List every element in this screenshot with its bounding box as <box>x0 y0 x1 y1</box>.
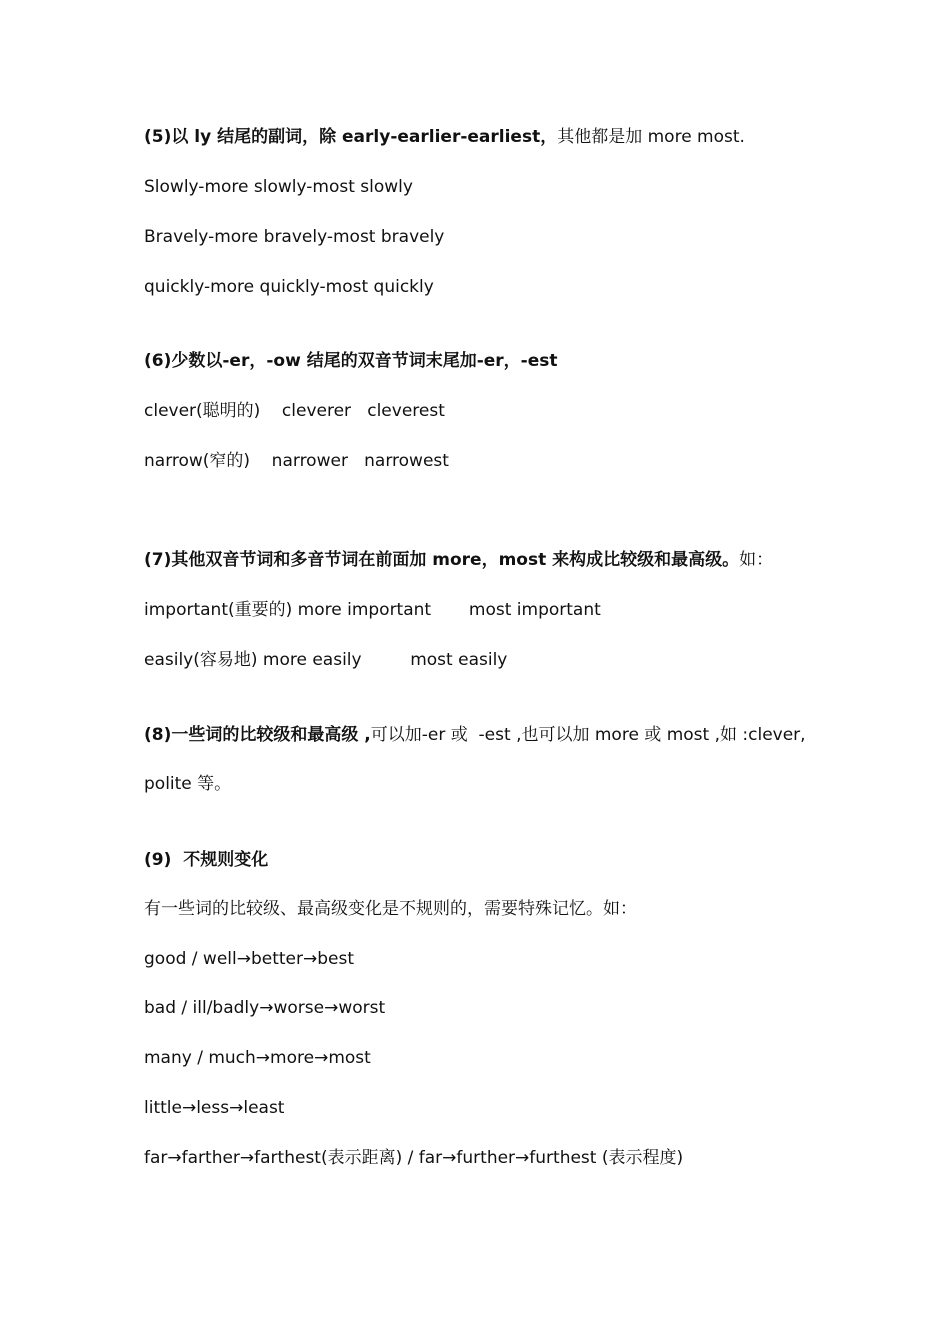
section-8-continuation: polite 等。 <box>144 774 232 794</box>
example-line: narrow(窄的) narrower narrowest <box>144 451 449 471</box>
example-line: far→farther→farthest(表示距离) / far→further→furthest (表示程度) <box>144 1148 684 1168</box>
section-6-heading: (6)少数以-er，-ow 结尾的双音节词末尾加-er，-est <box>144 351 558 371</box>
section-8-heading-rest: 可以加-er 或 -est ,也可以加 more 或 most ,如 :clever, <box>370 725 806 745</box>
section-7-heading-bold: (7)其他双音节词和多音节词在前面加 more，most 来构成比较级和最高级。 <box>144 550 740 570</box>
example-line: Slowly-more slowly-most slowly <box>144 177 413 197</box>
example-line: clever(聪明的) cleverer cleverest <box>144 401 445 421</box>
example-line: quickly-more quickly-most quickly <box>144 277 434 297</box>
section-9-intro: 有一些词的比较级、最高级变化是不规则的，需要特殊记忆。如： <box>144 899 637 919</box>
example-line: many / much→more→most <box>144 1048 371 1068</box>
example-line: little→less→least <box>144 1098 285 1118</box>
section-8-heading <box>144 723 806 747</box>
section-5-heading <box>144 125 745 149</box>
example-line: good / well→better→best <box>144 949 355 969</box>
section-5-heading-bold: (5)以 ly 结尾的副词，除 early-earlier-earliest， <box>144 127 558 147</box>
section-9-heading: (9) 不规则变化 <box>144 850 269 870</box>
section-5-heading-rest: 其他都是加 more most. <box>557 127 745 147</box>
example-line: bad / ill/badly→worse→worst <box>144 998 386 1018</box>
example-line: easily(容易地) more easily most easily <box>144 650 508 670</box>
section-7-heading <box>144 548 773 572</box>
example-line: Bravely-more bravely-most bravely <box>144 227 445 247</box>
section-7-heading-rest: 如： <box>739 550 774 570</box>
section-8-heading-bold: (8)一些词的比较级和最高级 , <box>144 725 371 745</box>
example-line: important(重要的) more important most important <box>144 600 601 620</box>
